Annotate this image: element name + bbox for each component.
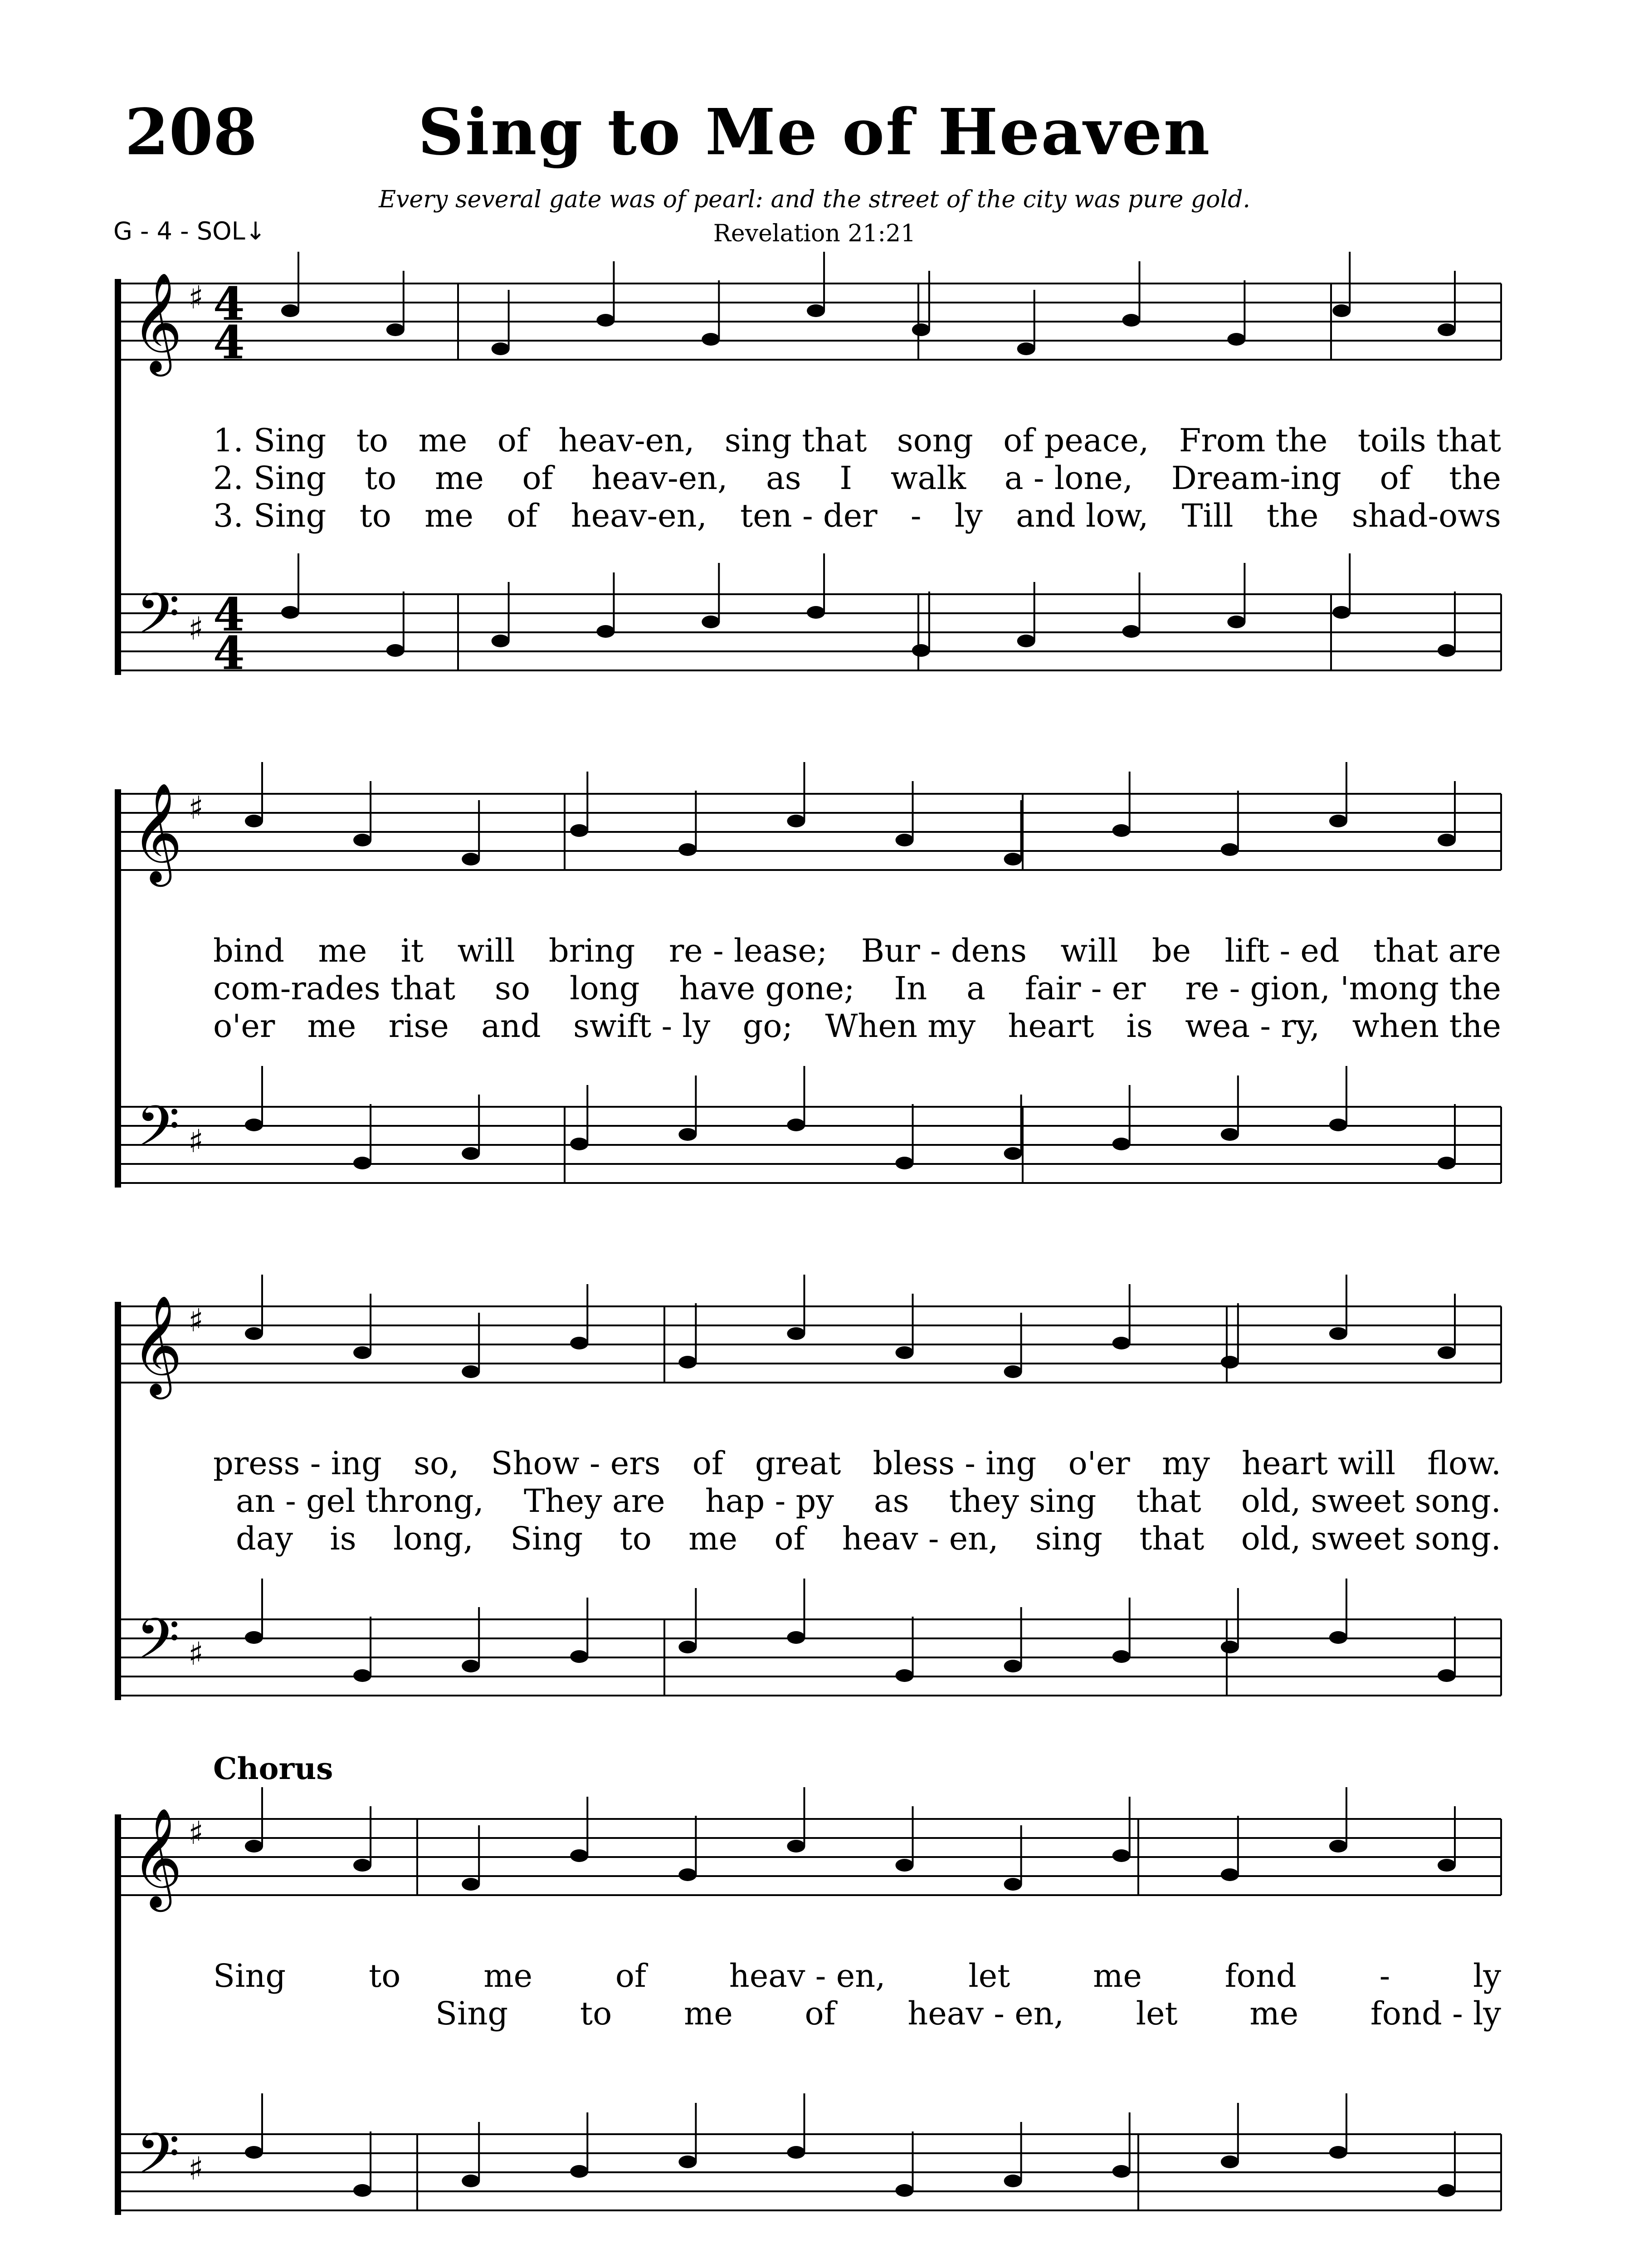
note-head [353, 834, 371, 846]
lyric-word: bind [213, 932, 285, 969]
lyric-word: and low, [1016, 497, 1149, 534]
system-bracket [115, 1302, 121, 1700]
bass-clef-icon: 𝄢 [136, 2121, 180, 2200]
note-head [1017, 342, 1035, 355]
lyric-word: will [457, 932, 515, 969]
time-signature: 4 [213, 316, 245, 369]
lyric-word: and [481, 1007, 541, 1045]
lyric-word: that [1139, 1520, 1205, 1557]
lyric-word: me [318, 932, 367, 969]
treble-clef-icon: 𝄞 [132, 1807, 183, 1907]
lyric-word: heart [1008, 1007, 1094, 1045]
lyric-word: day [236, 1520, 293, 1557]
lyric-word: - [1379, 1957, 1390, 1994]
lyric-word: me [424, 497, 473, 534]
note-head [1332, 606, 1351, 619]
note-head [896, 1157, 914, 1169]
lyric-word: fair - er [1024, 970, 1146, 1007]
sharp-icon: ♯ [188, 1302, 204, 1339]
lyric-line-s1-v1 [213, 422, 1501, 459]
lyric-word: me [434, 459, 484, 497]
lyric-line-s2-v1 [213, 932, 1501, 969]
note-head [1004, 1878, 1022, 1891]
lyric-word: of [522, 459, 553, 497]
lyric-word: is [330, 1520, 356, 1557]
key-signature-info: G - 4 - SOL↓ [113, 217, 266, 245]
lyric-word: Dream-ing [1171, 459, 1341, 497]
lyric-word: heav - en, [907, 1995, 1064, 2032]
note-head [353, 1669, 371, 1682]
note-head [787, 1119, 805, 1131]
note-head [678, 843, 697, 856]
lyric-word: Sing [435, 1995, 508, 2032]
note-head [1332, 304, 1351, 317]
note-head [1221, 843, 1239, 856]
lyric-word: of [497, 422, 528, 459]
lyric-word: press - ing [213, 1445, 382, 1482]
system-bracket [115, 789, 121, 1188]
scripture-reference: Revelation 21:21 [713, 220, 916, 247]
note-head [245, 1119, 263, 1131]
sharp-icon: ♯ [188, 789, 204, 826]
lyric-word: Bur - dens [861, 932, 1027, 969]
treble-clef-icon: 𝄞 [132, 272, 183, 372]
lyric-word: fond - ly [1370, 1995, 1501, 2032]
note-head [386, 644, 405, 657]
lyric-word: great [755, 1445, 841, 1482]
sharp-icon: ♯ [188, 1814, 204, 1852]
lyric-word: When my [825, 1007, 976, 1045]
note-head [1438, 1346, 1456, 1359]
note-head [807, 606, 825, 619]
note-head [1329, 1631, 1347, 1644]
lyric-word: heart will [1242, 1445, 1396, 1482]
note-head [281, 304, 299, 317]
lyric-word: walk [890, 459, 966, 497]
note-head [570, 2165, 588, 2178]
sharp-icon: ♯ [188, 2150, 204, 2187]
lyric-word: re - gion, 'mong the [1185, 970, 1501, 1007]
lyric-word: that [1136, 1482, 1201, 1520]
note-head [1329, 2146, 1347, 2159]
note-head [787, 1631, 805, 1644]
note-head [462, 1365, 480, 1378]
lyric-word: heav-en, [591, 459, 728, 497]
treble-clef-icon: 𝄞 [132, 782, 183, 882]
note-head [1329, 815, 1347, 827]
lyric-word: my [1161, 1445, 1210, 1482]
note-head [1221, 2156, 1239, 2168]
note-head [492, 342, 510, 355]
note-head [1329, 1327, 1347, 1340]
sharp-icon: ♯ [188, 279, 204, 316]
note-head [596, 625, 615, 638]
note-head [1221, 1868, 1239, 1881]
lyric-word: heav-en, [558, 422, 695, 459]
note-head [386, 323, 405, 336]
lyric-word: is [1126, 1007, 1153, 1045]
lyric-word: me [683, 1995, 733, 2032]
note-head [678, 1868, 697, 1881]
note-head [1112, 1650, 1131, 1663]
lyric-word: me [1093, 1957, 1142, 1994]
lyric-word: they sing [949, 1482, 1097, 1520]
lyric-word: me [1249, 1995, 1299, 2032]
lyric-word: me [688, 1520, 738, 1557]
note-head [896, 1859, 914, 1872]
note-head [787, 1327, 805, 1340]
lyric-word: sing [1035, 1520, 1103, 1557]
note-head [678, 2156, 697, 2168]
lyric-word: Sing [213, 1957, 286, 1994]
lyric-word: long [570, 970, 640, 1007]
lyric-word: ly [1473, 1957, 1501, 1994]
lyric-word: to [364, 459, 397, 497]
lyric-word: shad-ows [1351, 497, 1501, 534]
lyric-word: ly [954, 497, 983, 534]
lyric-word: the [1266, 497, 1319, 534]
scripture-quote: Every several gate was of pearl: and the street of the city was pure gold. [379, 186, 1250, 213]
lyric-word: hap - py [705, 1482, 834, 1520]
lyric-word: be [1151, 932, 1191, 969]
note-head [462, 1878, 480, 1891]
lyric-word: as [874, 1482, 909, 1520]
note-head [353, 1859, 371, 1872]
lyric-word: Till [1181, 497, 1234, 534]
lyric-word: a - lone, [1004, 459, 1133, 497]
note-head [1438, 1669, 1456, 1682]
lyric-word: of [615, 1957, 646, 1994]
note-head [1004, 2175, 1022, 2187]
note-head [353, 2184, 371, 2197]
note-head [1227, 333, 1245, 346]
note-head [1112, 2165, 1131, 2178]
note-head [912, 644, 930, 657]
note-head [787, 1840, 805, 1853]
note-head [570, 1849, 588, 1862]
time-signature: 4 [213, 626, 245, 680]
note-head [896, 2184, 914, 2197]
note-head [1438, 1157, 1456, 1169]
note-head [462, 1660, 480, 1672]
note-head [353, 1346, 371, 1359]
note-head [1438, 2184, 1456, 2197]
note-heads [132, 252, 1456, 2200]
time-signature: 4 [213, 277, 245, 331]
note-head [1112, 1337, 1131, 1349]
lyric-word: sing that [724, 422, 867, 459]
lyric-word: to [356, 422, 388, 459]
lyric-line-s1-v2 [213, 459, 1501, 497]
note-head [1112, 1138, 1131, 1150]
lyric-word: com-rades that [213, 970, 456, 1007]
lyric-word: of [692, 1445, 723, 1482]
lyric-word: when the [1352, 1007, 1501, 1045]
note-head [570, 1650, 588, 1663]
note-head [570, 824, 588, 837]
note-head [462, 853, 480, 865]
note-head [807, 304, 825, 317]
lyric-word: bring [548, 932, 635, 969]
lyric-word: of [805, 1995, 836, 2032]
note-head [1329, 1119, 1347, 1131]
system-bracket [115, 279, 121, 675]
note-head [462, 2175, 480, 2187]
lyric-word: to [619, 1520, 652, 1557]
note-head [1438, 644, 1456, 657]
lyric-word: 3. Sing [213, 497, 327, 534]
note-head [1438, 323, 1456, 336]
lyric-word: a [966, 970, 985, 1007]
lyric-word: swift - ly [573, 1007, 711, 1045]
note-head [787, 815, 805, 827]
note-head [702, 616, 720, 628]
note-head [896, 834, 914, 846]
sharp-icon: ♯ [188, 1123, 204, 1160]
lyric-word: o'er [213, 1007, 275, 1045]
bass-clef-icon: 𝄢 [136, 582, 180, 660]
note-head [1004, 1660, 1022, 1672]
note-head [353, 1157, 371, 1169]
note-head [1221, 1128, 1239, 1141]
bass-clef-icon: 𝄢 [136, 1094, 180, 1173]
lyric-word: of peace, [1003, 422, 1149, 459]
lyric-word: of [507, 497, 538, 534]
lyric-word: let [1136, 1995, 1178, 2032]
note-head [702, 333, 720, 346]
note-head [570, 1337, 588, 1349]
lyric-line-s3-v1 [213, 1445, 1501, 1482]
lyric-word: as [766, 459, 801, 497]
hymn-number: 208 [125, 95, 258, 170]
time-signature: 4 [213, 588, 245, 641]
lyric-word: that are [1373, 932, 1501, 969]
lyric-line-s3-v3 [236, 1520, 1501, 1557]
note-head [245, 815, 263, 827]
lyric-word: let [968, 1957, 1010, 1994]
note-head [1112, 1849, 1131, 1862]
lyric-word: fond [1224, 1957, 1297, 1994]
note-head [1004, 1147, 1022, 1160]
system-bracket [115, 1814, 121, 2215]
lyric-word: old, sweet song. [1241, 1482, 1501, 1520]
lyric-word: I [839, 459, 853, 497]
lyric-word: Show - ers [491, 1445, 661, 1482]
lyric-word: ten - der [740, 497, 878, 534]
note-head [1438, 834, 1456, 846]
note-head [281, 606, 299, 619]
note-head [245, 1631, 263, 1644]
lyric-word: so, [414, 1445, 459, 1482]
lyric-word: me [307, 1007, 356, 1045]
note-head [1017, 635, 1035, 647]
note-head [245, 2146, 263, 2159]
note-head [787, 2146, 805, 2159]
note-head [896, 1669, 914, 1682]
chorus-label: Chorus [213, 1751, 333, 1786]
lyric-word: to [580, 1995, 612, 2032]
sharp-icon: ♯ [188, 1635, 204, 1672]
lyric-word: - [910, 497, 922, 534]
note-head [1438, 1859, 1456, 1872]
lyric-line-s1-v3 [213, 497, 1501, 534]
lyric-word: long, [393, 1520, 473, 1557]
lyric-word: old, sweet song. [1241, 1520, 1501, 1557]
lyric-word: wea - ry, [1185, 1007, 1320, 1045]
system-brackets [115, 279, 121, 2215]
lyric-word: so [495, 970, 531, 1007]
lyric-word: heav - en, [842, 1520, 999, 1557]
lyric-word: song [897, 422, 973, 459]
sharp-icon: ♯ [188, 610, 204, 647]
lyric-line-s3-v2 [236, 1482, 1501, 1520]
staff-lines [120, 284, 1501, 2210]
lyric-word: flow. [1427, 1445, 1501, 1482]
note-head [1221, 1356, 1239, 1369]
lyric-word: re - lease; [668, 932, 828, 969]
note-head [596, 314, 615, 327]
note-head [678, 1641, 697, 1653]
lyric-word: Sing [510, 1520, 583, 1557]
note-head [492, 635, 510, 647]
note-head [245, 1840, 263, 1853]
lyric-line-s2-v2 [213, 970, 1501, 1007]
lyric-word: go; [742, 1007, 793, 1045]
note-head [1221, 1641, 1239, 1653]
lyric-word: rise [388, 1007, 449, 1045]
note-head [570, 1138, 588, 1150]
lyric-word: have gone; [679, 970, 855, 1007]
note-head [1112, 824, 1131, 837]
lyric-word: me [483, 1957, 533, 1994]
note-head [1122, 625, 1141, 638]
lyric-word: They are [523, 1482, 665, 1520]
lyric-word: o'er [1068, 1445, 1130, 1482]
lyric-word: 1. Sing [213, 422, 327, 459]
lyric-word: to [369, 1957, 401, 1994]
lyric-word: heav - en, [729, 1957, 886, 1994]
lyric-word: it [400, 932, 424, 969]
lyric-word: of [1380, 459, 1411, 497]
lyric-word: me [418, 422, 468, 459]
lyric-word: 2. Sing [213, 459, 327, 497]
note-head [912, 323, 930, 336]
lyric-line-s2-v3 [213, 1007, 1501, 1045]
lyric-word: an - gel throng, [236, 1482, 484, 1520]
note-head [1122, 314, 1141, 327]
note-head [1004, 853, 1022, 865]
note-head [1227, 616, 1245, 628]
note-head [1329, 1840, 1347, 1853]
lyric-word: the [1449, 459, 1501, 497]
note-head [678, 1128, 697, 1141]
note-head [1004, 1365, 1022, 1378]
treble-clef-icon: 𝄞 [132, 1295, 183, 1395]
note-head [245, 1327, 263, 1340]
lyric-word: heav-en, [571, 497, 707, 534]
lyric-word: to [359, 497, 391, 534]
note-head [462, 1147, 480, 1160]
lyric-word: toils that [1357, 422, 1501, 459]
lyric-word: lift - ed [1224, 932, 1340, 969]
note-head [896, 1346, 914, 1359]
lyric-word: will [1060, 932, 1118, 969]
lyric-line-chorus-1 [213, 1957, 1501, 1994]
hymn-title: Sing to Me of Heaven [418, 95, 1211, 170]
lyric-word: From the [1179, 422, 1328, 459]
lyric-line-chorus-2 [435, 1995, 1501, 2032]
lyric-word: of [774, 1520, 805, 1557]
lyric-word: In [894, 970, 927, 1007]
note-head [678, 1356, 697, 1369]
bass-clef-icon: 𝄢 [136, 1607, 180, 1686]
lyric-word: bless - ing [873, 1445, 1037, 1482]
